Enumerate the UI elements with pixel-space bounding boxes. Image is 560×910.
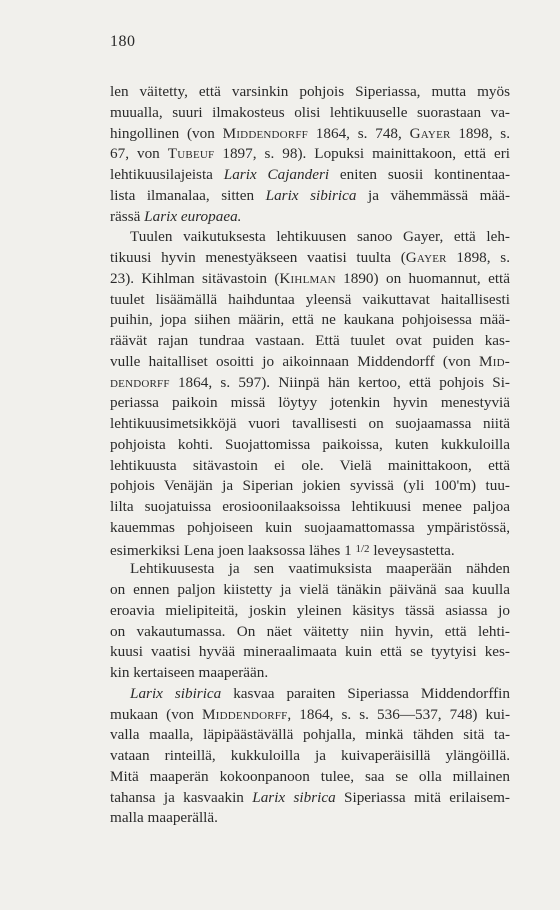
text-line — [110, 290, 510, 311]
text-run: Siperiassa mitä erilaisem- — [335, 788, 510, 806]
text-run: 67, von — [110, 145, 168, 163]
text-run: pohjoista kohti. Suojattomissa paikoissa, kuten kukkuloilla — [110, 435, 510, 453]
small-caps-run: Middendorff — [222, 124, 308, 142]
text-run: 1898, s. — [446, 249, 510, 266]
text-line — [110, 559, 510, 580]
text-line — [110, 497, 510, 518]
text-line — [110, 310, 510, 331]
text-run: puihin, jopa siihen määrin, että ne kaukana pohjoisessa mää- — [110, 311, 510, 329]
text-run: rässä — [110, 207, 145, 225]
italic-run: Larix sibirica — [130, 684, 222, 702]
text-line — [110, 767, 510, 788]
text-run: hingollinen (von — [110, 124, 223, 142]
text-line — [110, 539, 510, 560]
text-line — [110, 518, 510, 539]
text-line — [110, 580, 510, 601]
small-caps-run: Kihlman — [279, 269, 336, 287]
text-line — [110, 103, 510, 124]
text-line — [110, 642, 510, 663]
text-run: eniten suosii kontinentaa- — [329, 166, 510, 183]
text-line — [110, 393, 510, 414]
text-run: 1890) on huomannut, että — [335, 269, 510, 287]
text-run: kin kertaiseen maaperään. — [110, 664, 269, 681]
text-run: kauemmas pohjoiseen kuin suojaamattomassa ympäristössä, — [110, 518, 510, 536]
text-line — [110, 788, 510, 809]
text-line — [110, 476, 510, 497]
text-run: lilta suojatuissa erosioonilaaksoissa lehtikuusi menee paljoa — [110, 498, 510, 515]
text-line — [110, 186, 510, 207]
text-run: esimerkiksi Lena joen laaksossa lähes 1 — [110, 541, 356, 559]
text-run: räävät rajan tundraa vastaan. Että tuulet ovat puiden kas- — [110, 332, 510, 349]
text-run: , 1864, s. s. 536—537, 748) kui- — [287, 705, 510, 723]
text-run: len väitetty, että varsinkin pohjois Siperiassa, mutta myös — [110, 83, 510, 100]
text-line — [110, 352, 510, 373]
text-run: periassa paikoin missä löytyy jotenkin hyvin menestyviä — [110, 394, 510, 412]
text-line — [110, 124, 510, 145]
text-run: lehtikuusimetsikköjä vuori tavallisesti on suojaamassa niitä — [110, 415, 510, 432]
text-run: pohjois Venäjän ja Siperian jokien syvissä (yli 100'm) tuu- — [110, 477, 510, 495]
body-text — [110, 82, 510, 829]
text-run: leveysastetta. — [369, 541, 455, 559]
text-line — [110, 82, 510, 103]
small-caps-run: dendorff — [110, 373, 170, 391]
page-number: 180 — [110, 33, 136, 50]
text-run: Mitä maaperän kokoonpanoon tulee, saa se olla millainen — [110, 767, 510, 785]
text-line — [110, 144, 510, 165]
fraction: 1/2 — [355, 542, 370, 555]
text-run: on ennen paljon kiistetty ja vielä tänäkin päivänä saa kuulla — [110, 581, 510, 598]
text-run: ja vähemmässä mää- — [356, 186, 510, 204]
text-run: mukaan (von — [110, 705, 203, 723]
text-run: 1864, s. 597). Niinpä hän kertoo, että pohjois Si- — [169, 373, 510, 391]
text-line — [110, 435, 510, 456]
text-run: lehtikuusilajeista — [110, 166, 224, 183]
text-line — [110, 248, 510, 269]
text-line — [110, 207, 510, 228]
small-caps-run: Gayer — [405, 249, 447, 266]
text-run: kasvaa paraiten Siperiassa Middendorffin — [221, 684, 510, 702]
small-caps-run: Mid- — [479, 352, 510, 370]
text-run: lehtikuusta sitävastoin ei ole. Vielä mainittakoon, että — [110, 456, 510, 474]
text-line — [110, 725, 510, 746]
text-run: vulle haitalliset osoitti jo aikoinnaan Middendorff (von — [110, 352, 480, 370]
text-run: eroavia mielipiteitä, joskin yleinen käsitys tässä asiassa jo — [110, 601, 510, 619]
text-run: kuusi vaatisi hyvää mineraalimaata kuin että se tyytyisi kes- — [110, 643, 510, 661]
text-run: lista ilmanalaa, sitten — [110, 186, 266, 204]
text-line — [110, 331, 510, 352]
text-line — [110, 165, 510, 186]
text-run: Lehtikuusesta ja sen vaatimuksista maaperään nähden — [130, 560, 510, 578]
text-line — [110, 373, 510, 394]
text-run: on vakautumassa. On näet väitetty niin hyvin, että lehti- — [110, 622, 510, 640]
italic-run: Larix sibirica — [265, 186, 357, 204]
small-caps-run: Gayer — [409, 124, 451, 142]
text-line — [110, 227, 510, 248]
text-run: tahansa ja kasvaakin — [110, 788, 253, 806]
text-run: tuulet lisäämällä haihduntaa yleensä vaikuttavat haitallisesti — [110, 290, 510, 308]
text-line — [110, 684, 510, 705]
text-run: 1898, s. — [450, 124, 510, 142]
italic-run: Larix Cajanderi — [223, 166, 330, 183]
text-run: 1897, s. 98). Lopuksi mainittakoon, että eri — [214, 145, 510, 163]
text-line — [110, 746, 510, 767]
text-run: malla maaperällä. — [110, 809, 218, 827]
text-line — [110, 601, 510, 622]
text-run: muualla, suuri ilmakosteus olisi lehtikuuselle suorastaan va- — [110, 103, 510, 121]
text-run: tikuusi hyvin menestyäkseen vaatisi tuulta ( — [110, 249, 406, 266]
italic-run: Larix sibrica — [252, 788, 336, 806]
text-line — [110, 414, 510, 435]
text-run: 1864, s. 748, — [308, 124, 410, 142]
text-line — [110, 808, 510, 829]
text-run: vataan rinteillä, kukkuloilla ja kuivaperäisillä ylängöillä. — [110, 747, 510, 764]
text-run: Tuulen vaikutuksesta lehtikuusen sanoo Gayer, että leh- — [130, 228, 510, 246]
text-line — [110, 269, 510, 290]
text-line — [110, 622, 510, 643]
small-caps-run: Middendorff — [202, 705, 288, 723]
italic-run: Larix europaea. — [144, 207, 242, 225]
small-caps-run: Tubeuf — [167, 145, 215, 163]
text-line — [110, 663, 510, 684]
text-line — [110, 705, 510, 726]
text-run: valla maalla, läpipäästävällä pohjalla, minkä tähden sitä ta- — [110, 726, 510, 744]
text-line — [110, 456, 510, 477]
text-run: 23). Kihlman sitävastoin ( — [110, 269, 280, 287]
